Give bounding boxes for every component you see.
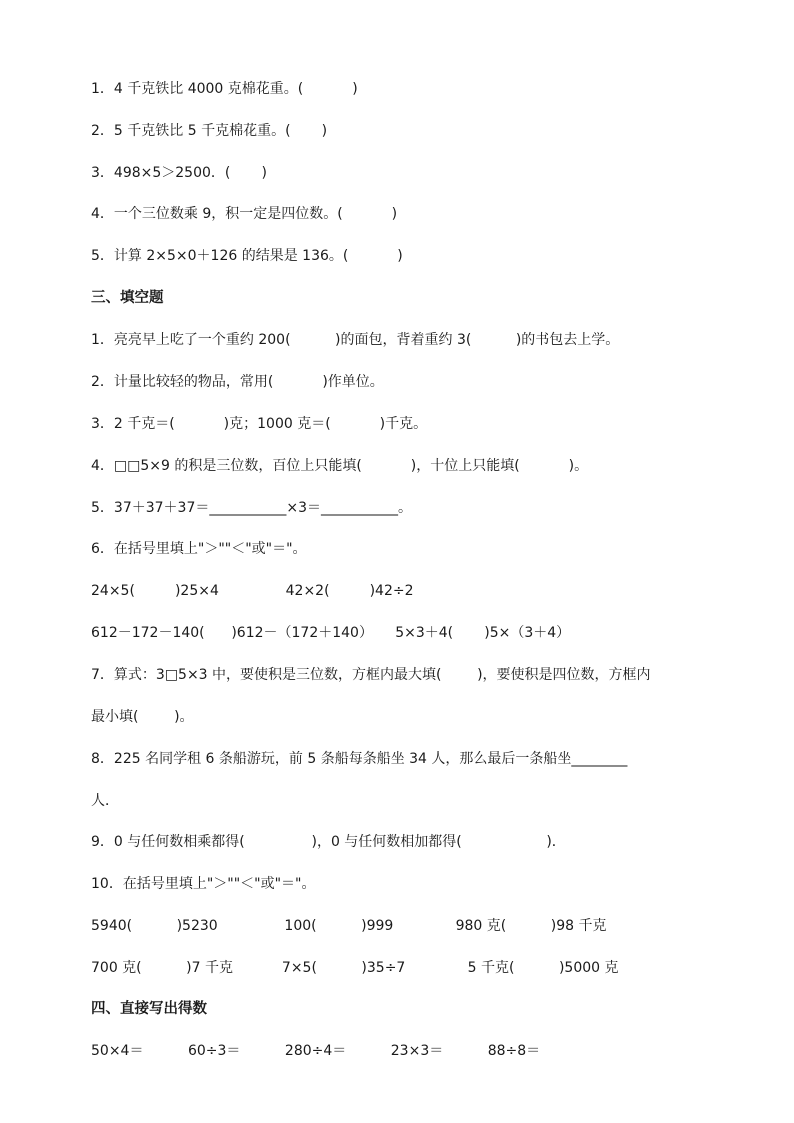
judge-item-3: 3．498×5＞2500．( ) bbox=[91, 165, 267, 181]
fill-item-4: 4．□□5×9 的积是三位数，百位上只能填( )，十位上只能填( )。 bbox=[91, 458, 589, 474]
fill-item-1: 1．亮亮早上吃了一个重约 200( )的面包，背着重约 3( )的书包去上学。 bbox=[91, 332, 620, 348]
fill-item-9: 9．0 与任何数相乘都得( )，0 与任何数相加都得( )． bbox=[91, 834, 566, 850]
compare-row-1: 24×5( )25×4 42×2( )42÷2 bbox=[91, 583, 414, 599]
compare-row-2: 612－172－140( )612－（172＋140） 5×3＋4( )5×（3＋4） bbox=[91, 625, 571, 641]
fill-item-8: 8．225 名同学租 6 条船游玩，前 5 条船每条船坐 34 人，那么最后一条船坐________ bbox=[91, 751, 628, 767]
fill-item-7-cont: 最小填( )。 bbox=[91, 709, 194, 725]
fill-item-3: 3．2 千克＝( )克；1000 克＝( )千克。 bbox=[91, 416, 428, 432]
fill-item-2: 2．计量比较轻的物品，常用( )作单位。 bbox=[91, 374, 384, 390]
fill-item-5: 5．37＋37＋37＝___________×3＝___________。 bbox=[91, 500, 412, 516]
fill-item-8-cont: 人． bbox=[91, 793, 119, 809]
section-heading-fill-in: 三、填空题 bbox=[91, 290, 164, 306]
fill-item-6: 6．在括号里填上"＞""＜"或"＝"。 bbox=[91, 541, 307, 557]
judge-item-4: 4．一个三位数乘 9，积一定是四位数。( ) bbox=[91, 206, 398, 222]
compare-row-3: 5940( )5230 100( )999 980 克( )98 千克 bbox=[91, 918, 607, 934]
compare-row-4: 700 克( )7 千克 7×5( )35÷7 5 千克( )5000 克 bbox=[91, 960, 619, 976]
judge-item-2: 2．5 千克铁比 5 千克棉花重。( ) bbox=[91, 123, 328, 139]
judge-item-5: 5．计算 2×5×0＋126 的结果是 136。( ) bbox=[91, 248, 403, 264]
fill-item-10: 10．在括号里填上"＞""＜"或"＝"。 bbox=[91, 876, 316, 892]
section-heading-direct-answers: 四、直接写出得数 bbox=[91, 1001, 207, 1017]
direct-answer-row: 50×4＝ 60÷3＝ 280÷4＝ 23×3＝ 88÷8＝ bbox=[91, 1043, 541, 1059]
fill-item-7: 7．算式：3□5×3 中，要使积是三位数，方框内最大填( )，要使积是四位数，方框内 bbox=[91, 667, 651, 683]
judge-item-1: 1．4 千克铁比 4000 克棉花重。( ) bbox=[91, 81, 358, 97]
